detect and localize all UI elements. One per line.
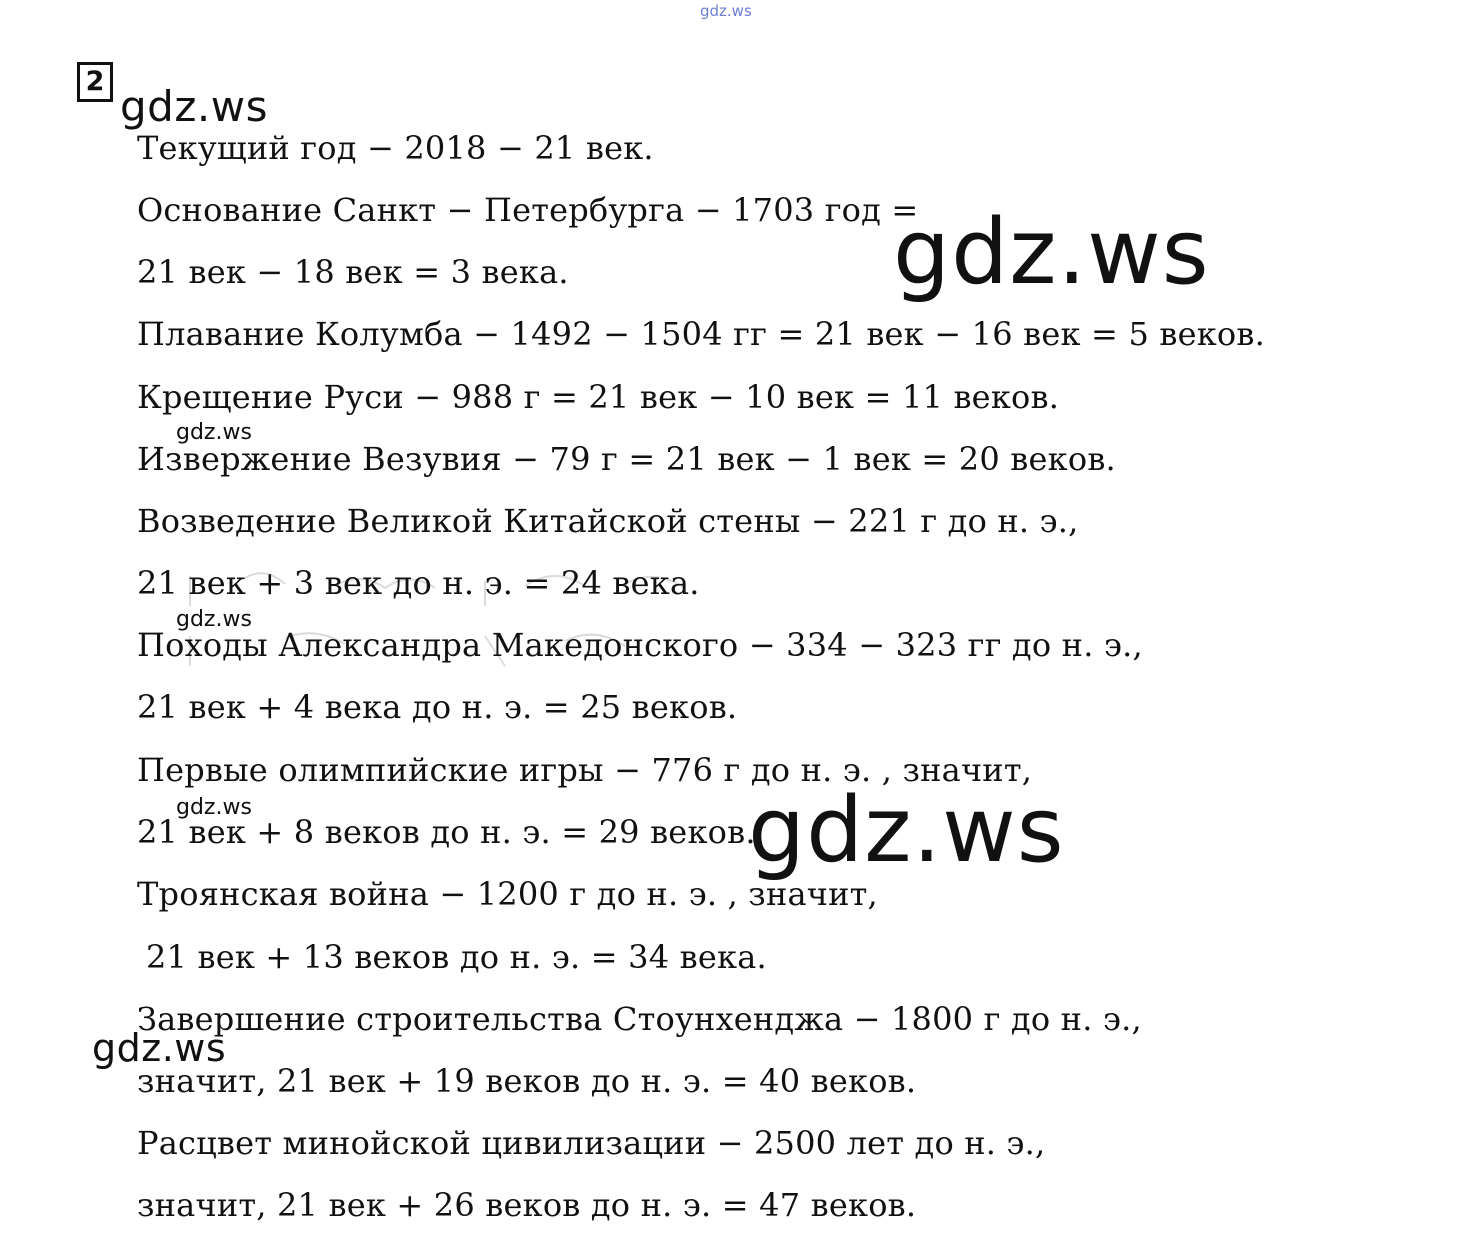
top-watermark: gdz.ws <box>700 2 752 20</box>
watermark-small-2: gdz.ws <box>176 607 252 632</box>
text-line-8: 21 век + 3 век до н. э. = 24 века. <box>137 564 700 602</box>
watermark-small-1: gdz.ws <box>176 420 252 445</box>
text-line-12: 21 век + 8 веков до н. э. = 29 веков. <box>137 813 756 851</box>
text-line-2: Основание Санкт − Петербурга − 1703 год = <box>137 191 919 229</box>
watermark-corner: gdz.ws <box>120 82 268 131</box>
watermark-large-2: gdz.ws <box>748 778 1065 883</box>
text-line-14: 21 век + 13 веков до н. э. = 34 века. <box>146 938 767 976</box>
text-line-3: 21 век − 18 век = 3 века. <box>137 253 569 291</box>
text-line-15: Завершение строительства Стоунхенджа − 1800 г до н. э., <box>137 1000 1142 1038</box>
watermark-small-3: gdz.ws <box>176 795 252 820</box>
task-number-box: 2 <box>77 62 113 102</box>
watermark-bottom-left: gdz.ws <box>92 1026 227 1070</box>
watermark-large-1: gdz.ws <box>893 200 1210 305</box>
text-line-16: значит, 21 век + 19 веков до н. э. = 40 веков. <box>137 1062 917 1100</box>
text-line-13: Троянская война − 1200 г до н. э. , значит, <box>137 875 878 913</box>
text-line-17: Расцвет минойской цивилизации − 2500 лет до н. э., <box>137 1124 1046 1162</box>
text-line-9: Походы Александра Македонского − 334 − 323 гг до н. э., <box>137 626 1143 664</box>
text-line-11: Первые олимпийские игры − 776 г до н. э. , значит, <box>137 751 1033 789</box>
text-line-7: Возведение Великой Китайской стены − 221 г до н. э., <box>137 502 1079 540</box>
text-line-5: Крещение Руси − 988 г = 21 век − 10 век = 11 веков. <box>137 378 1060 416</box>
text-line-10: 21 век + 4 века до н. э. = 25 веков. <box>137 688 738 726</box>
text-line-18: значит, 21 век + 26 веков до н. э. = 47 веков. <box>137 1186 917 1224</box>
text-line-6: Извержение Везувия − 79 г = 21 век − 1 век = 20 веков. <box>137 440 1116 478</box>
text-line-4: Плавание Колумба − 1492 − 1504 гг = 21 век − 16 век = 5 веков. <box>137 315 1265 353</box>
text-line-1: Текущий год − 2018 − 21 век. <box>137 129 654 167</box>
